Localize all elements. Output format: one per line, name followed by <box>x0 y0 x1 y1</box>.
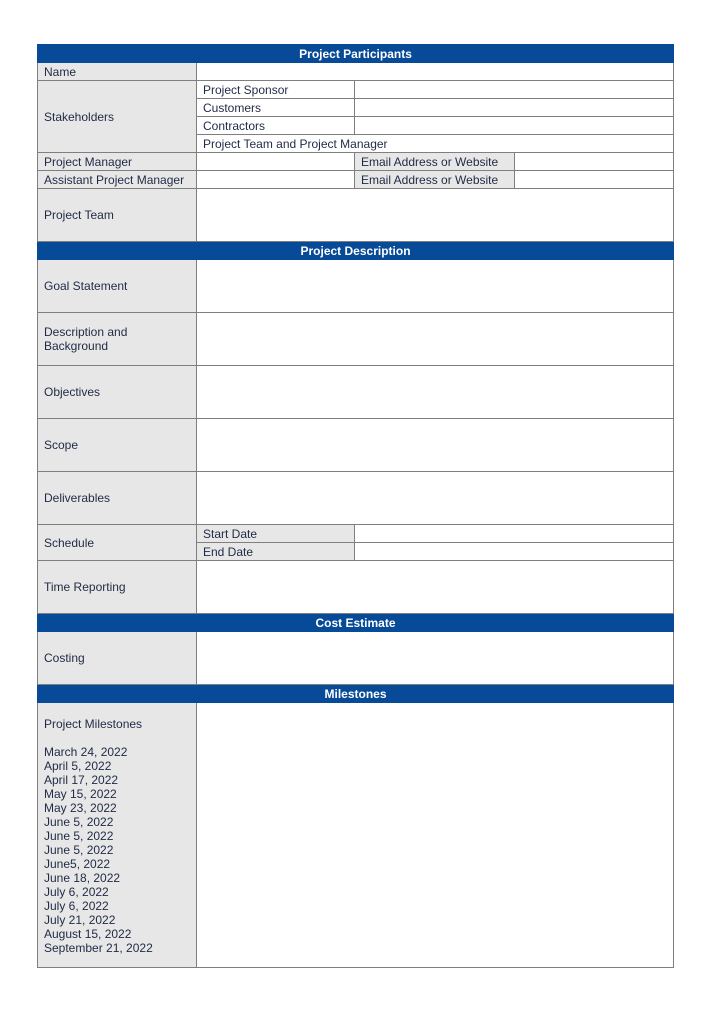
scope-label: Scope <box>38 419 197 472</box>
sponsor-field[interactable] <box>355 81 674 99</box>
apm-label: Assistant Project Manager <box>38 171 197 189</box>
pm-field[interactable] <box>197 153 355 171</box>
milestone-date: June5, 2022 <box>44 857 111 871</box>
milestone-date: July 6, 2022 <box>44 899 109 913</box>
team-field[interactable] <box>197 189 674 242</box>
schedule-label: Schedule <box>38 525 197 561</box>
milestone-date: June 5, 2022 <box>44 815 114 829</box>
milestone-date: July 6, 2022 <box>44 885 109 899</box>
milestone-date: May 23, 2022 <box>44 801 117 815</box>
goal-field[interactable] <box>197 260 674 313</box>
time-reporting-label: Time Reporting <box>38 561 197 614</box>
end-date-field[interactable] <box>355 543 674 561</box>
team-label: Project Team <box>38 189 197 242</box>
deliverables-field[interactable] <box>197 472 674 525</box>
section-header-milestones: Milestones <box>38 685 674 703</box>
deliverables-label: Deliverables <box>38 472 197 525</box>
name-label: Name <box>38 63 197 81</box>
milestone-date: March 24, 2022 <box>44 745 128 759</box>
milestones-field[interactable] <box>197 703 674 968</box>
milestone-date: August 15, 2022 <box>44 927 132 941</box>
customers-field[interactable] <box>355 99 674 117</box>
apm-field[interactable] <box>197 171 355 189</box>
milestones-list <box>38 703 197 968</box>
milestone-date: April 17, 2022 <box>44 773 119 787</box>
goal-label: Goal Statement <box>38 260 197 313</box>
objectives-field[interactable] <box>197 366 674 419</box>
background-field[interactable] <box>197 313 674 366</box>
apm-email-field[interactable] <box>515 171 674 189</box>
apm-email-label: Email Address or Website <box>355 171 515 189</box>
scope-field[interactable] <box>197 419 674 472</box>
milestone-date: June 18, 2022 <box>44 871 121 885</box>
sponsor-label: Project Sponsor <box>197 81 355 99</box>
costing-label: Costing <box>38 632 197 685</box>
customers-label: Customers <box>197 99 355 117</box>
stakeholders-label: Stakeholders <box>38 81 197 153</box>
objectives-label: Objectives <box>38 366 197 419</box>
project-charter-form <box>37 44 674 968</box>
pm-email-field[interactable] <box>515 153 674 171</box>
name-field[interactable] <box>197 63 674 81</box>
end-date-label: End Date <box>197 543 355 561</box>
contractors-field[interactable] <box>355 117 674 135</box>
milestone-date: April 5, 2022 <box>44 759 112 773</box>
milestone-date: June 5, 2022 <box>44 843 114 857</box>
time-reporting-field[interactable] <box>197 561 674 614</box>
contractors-label: Contractors <box>197 117 355 135</box>
start-date-label: Start Date <box>197 525 355 543</box>
team-and-manager-label: Project Team and Project Manager <box>197 135 674 153</box>
section-header-description: Project Description <box>38 242 674 260</box>
pm-email-label: Email Address or Website <box>355 153 515 171</box>
milestone-date: July 21, 2022 <box>44 913 116 927</box>
milestones-label: Project Milestones <box>44 717 143 731</box>
costing-field[interactable] <box>197 632 674 685</box>
section-header-cost: Cost Estimate <box>38 614 674 632</box>
pm-label: Project Manager <box>38 153 197 171</box>
background-label: Description and Background <box>38 313 197 366</box>
section-header-participants: Project Participants <box>38 45 674 63</box>
milestone-date: September 21, 2022 <box>44 941 153 955</box>
start-date-field[interactable] <box>355 525 674 543</box>
milestone-date: June 5, 2022 <box>44 829 114 843</box>
milestone-date: May 15, 2022 <box>44 787 117 801</box>
